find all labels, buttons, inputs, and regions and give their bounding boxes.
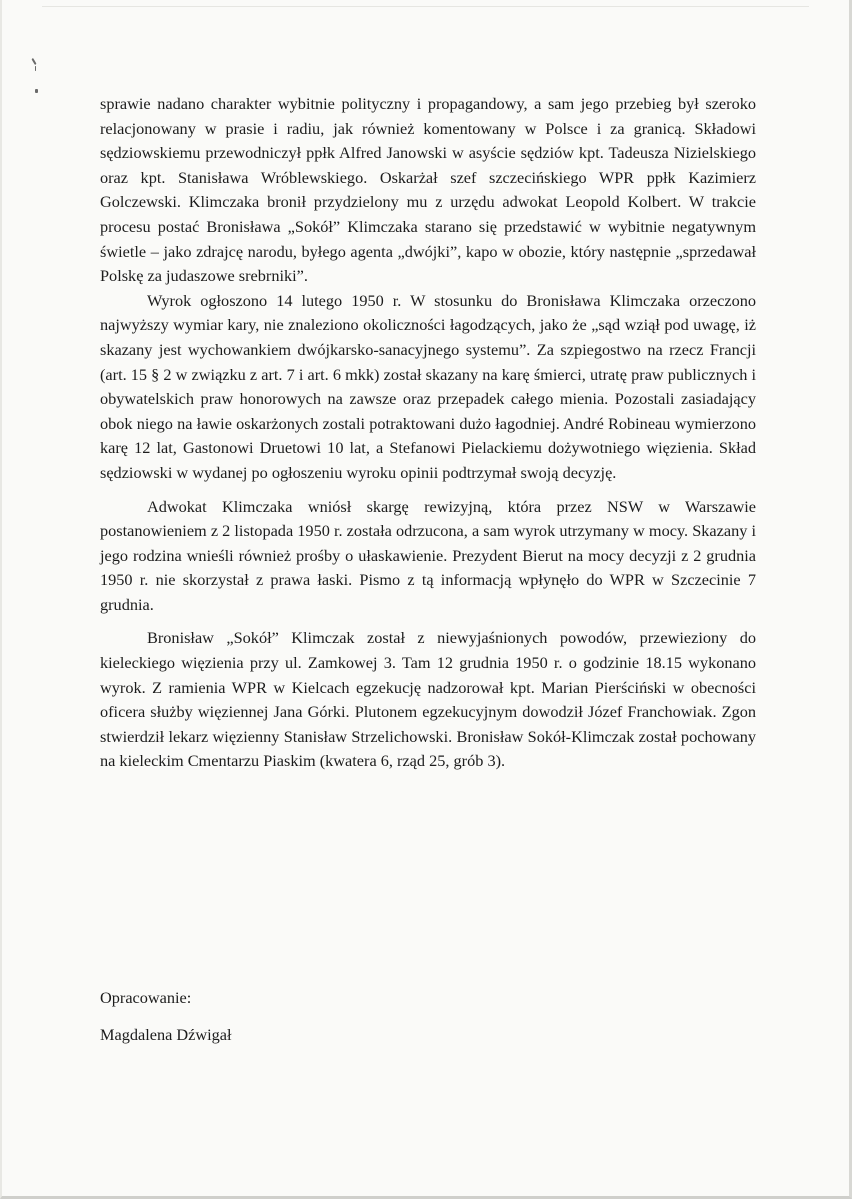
- margin-marks: [30, 58, 42, 98]
- document-body: [100, 92, 756, 774]
- paragraph-4: Bronisław „Sokół” Klimczak został z niewyjaśnionych powodów, przewieziony do kieleckiego więzienia przy ul. Zamkowej 3. Tam 12 grudnia 1950 r. o godzinie 18.15 wykonano wyrok. Z ramienia WPR w Kielcach egzekucję nadzorował kpt. Marian Pierściński w obecności oficera służby więziennej Jana Górki. Plutonem egzekucyjnym dowodził Józef Franchowiak. Zgon stwierdził lekarz więzienny Stanisław Strzelichowski. Bronisław Sokół-Klimczak został pochowany na kieleckim Cmentarzu Piaskim (kwatera 6, rząd 25, grób 3).: [100, 628, 756, 771]
- paragraph-2: Wyrok ogłoszono 14 lutego 1950 r. W stosunku do Bronisława Klimczaka orzeczono najwyższy wymiar kary, nie znaleziono okoliczności łagodzących, jako że „sąd wziął pod uwagę, iż skazany jest wychowankiem dwójkarsko-sanacyjnego systemu”. Za szpiegostwo na rzecz Francji (art. 15 § 2 w związku z art. 7 i art. 6 mkk) został skazany na karę śmierci, utratę praw publicznych i obywatelskich praw honorowych na zawsze oraz przepadek całego mienia. Pozostali zasiadający obok niego na ławie oskarżonych zostali potraktowani dużo łagodniej. André Robineau wymierzono karę 12 lat, Gastonowi Druetowi 10 lat, a Stefanowi Pielackiemu dożywotniego więzienia. Skład sędziowski w wydanej po ogłoszeniu wyroku opinii podtrzymał swoją decyzję.: [100, 290, 756, 482]
- signature-label: Opracowanie:: [100, 988, 192, 1007]
- top-scan-line: [42, 6, 809, 7]
- signature-block: [100, 986, 232, 1047]
- paragraph-1: sprawie nadano charakter wybitnie polityczny i propagandowy, a sam jego przebieg był szeroko relacjonowany w prasie i radiu, jak również komentowany w Polsce i za granicą. Składowi sędziowskiemu przewodniczył ppłk Alfred Janowski w asyście sędziów kpt. Tadeusza Nizielskiego oraz kpt. Stanisława Wróblewskiego. Oskarżał szef szczecińskiego WPR ppłk Kazimierz Golczewski. Klimczaka bronił przydzielony mu z urzędu adwokat Leopold Kolbert. W trakcie procesu postać Bronisława „Sokół” Klimczaka starano się przedstawić w wybitnie negatywnym świetle – jako zdrajcę narodu, byłego agenta „dwójki”, kapo w obozie, który następnie „sprzedawał Polskę za judaszowe srebrniki”.: [100, 94, 756, 286]
- signature-author: Magdalena Dźwigał: [100, 1024, 232, 1044]
- paragraph-3: Adwokat Klimczaka wniósł skargę rewizyjną, która przez NSW w Warszawie postanowieniem z 2 listopada 1950 r. została odrzucona, a sam wyrok utrzymany w mocy. Skazany i jego rodzina wnieśli również prośby o ułaskawienie. Prezydent Bierut na mocy decyzji z 2 grudnia 1950 r. nie skorzystał z prawa łaski. Pismo z tą informacją wpłynęło do WPR w Szczecinie 7 grudnia.: [100, 496, 756, 614]
